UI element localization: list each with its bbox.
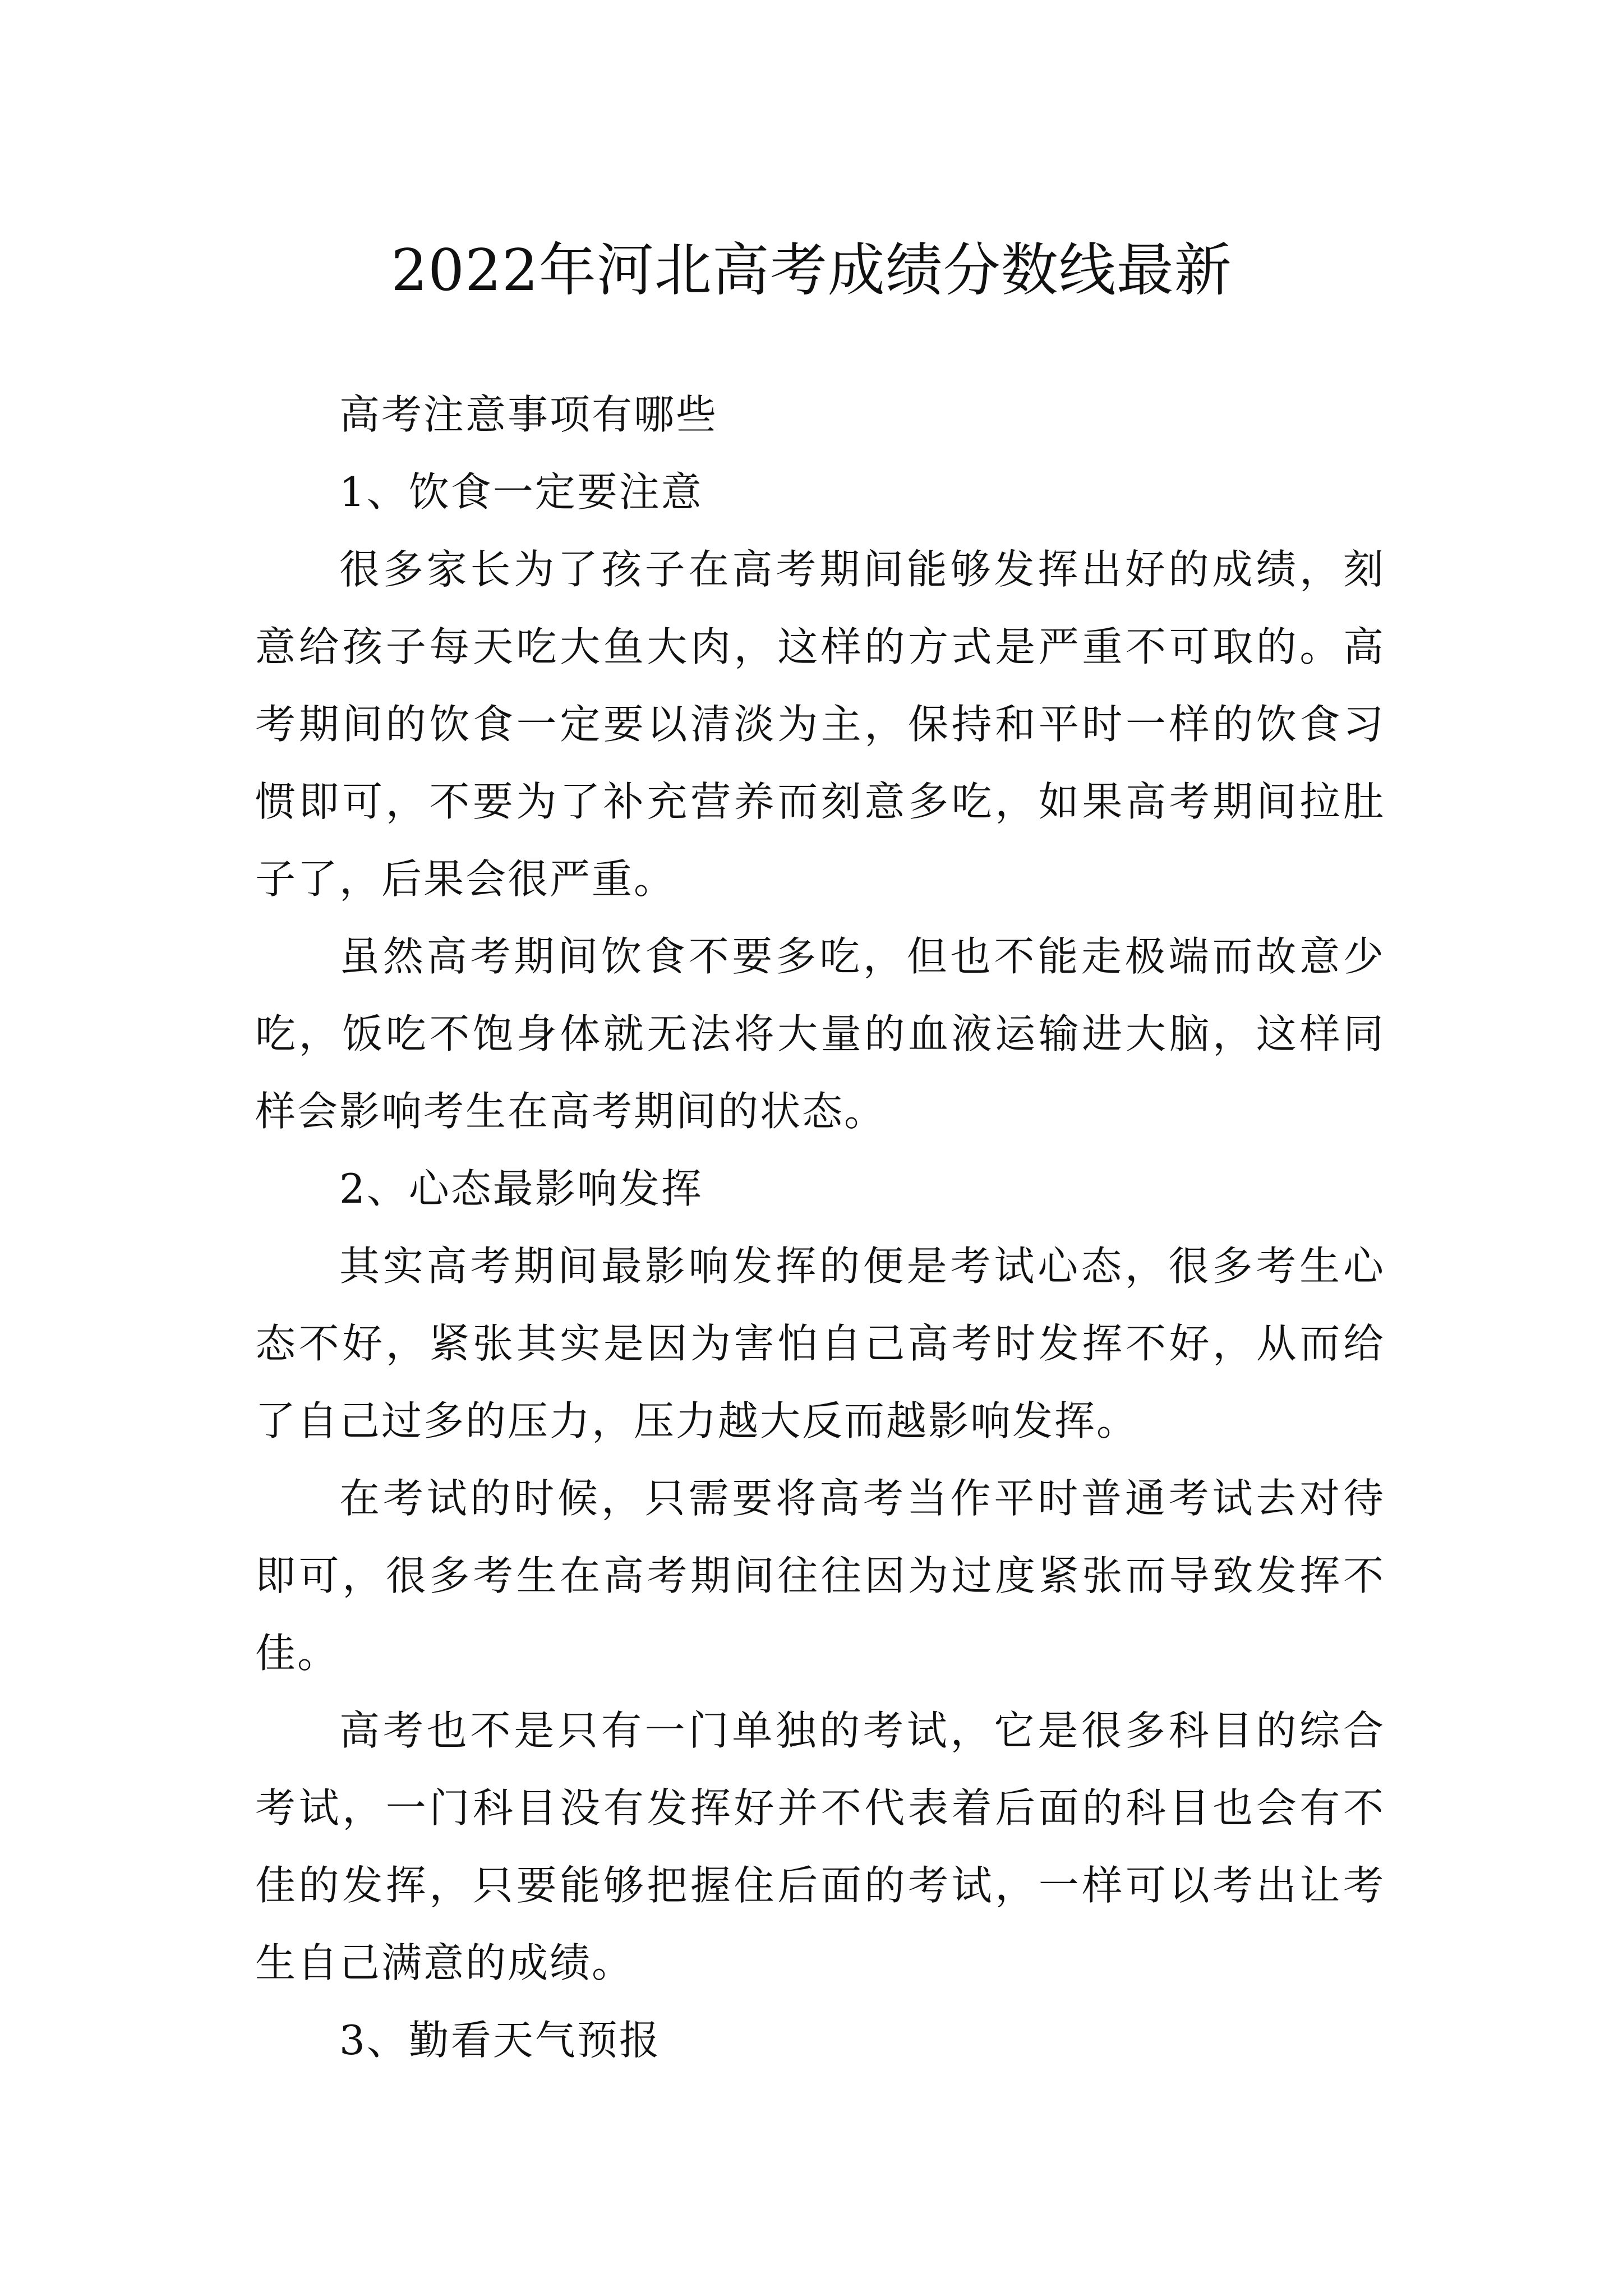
- paragraph-diet-1: 很多家长为了孩子在高考期间能够发挥出好的成绩，刻意给孩子每天吃大鱼大肉，这样的方式是严重不可取的。高考期间的饮食一定要以清淡为主，保持和平时一样的饮食习惯即可，不要为了补充营养而刻意多吃，如果高考期间拉肚子了，后果会很严重。: [255, 546, 1385, 903]
- item-heading-mindset: 2、心态最影响发挥: [339, 1165, 703, 1212]
- paragraph-mindset-1: 其实高考期间最影响发挥的便是考试心态，很多考生心态不好，紧张其实是因为害怕自己高考时发挥不好，从而给了自己过多的压力，压力越大反而越影响发挥。: [255, 1243, 1385, 1444]
- paragraph-diet-2: 虽然高考期间饮食不要多吃，但也不能走极端而故意少吃，饭吃不饱身体就无法将大量的血液运输进大脑，这样同样会影响考生在高考期间的状态。: [255, 933, 1385, 1135]
- paragraph-mindset-3: 高考也不是只有一门单独的考试，它是很多科目的综合考试，一门科目没有发挥好并不代表着后面的科目也会有不佳的发挥，只要能够把握住后面的考试，一样可以考出让考生自己满意的成绩。: [255, 1707, 1385, 1986]
- item-heading-diet: 1、饮食一定要注意: [339, 468, 703, 516]
- paragraph-mindset-2: 在考试的时候，只需要将高考当作平时普通考试去对待即可，很多考生在高考期间往往因为过度紧张而导致发挥不佳。: [255, 1475, 1385, 1677]
- document-body: [255, 376, 1385, 2079]
- item-heading-weather: 3、勤看天气预报: [339, 2017, 661, 2064]
- section-heading-notes: 高考注意事项有哪些: [339, 391, 718, 438]
- document-title: 2022年河北高考成绩分数线最新: [391, 237, 1232, 305]
